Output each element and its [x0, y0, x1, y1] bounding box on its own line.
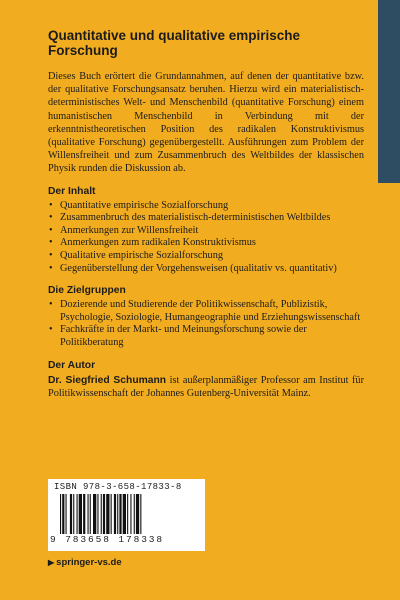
section-heading-zielgruppen: Die Zielgruppen — [48, 285, 126, 297]
inhalt-list — [48, 200, 364, 276]
list-item: • Zusammenbruch des materialistisch-deterministischen Weltbildes — [48, 212, 364, 225]
barcode-bar — [77, 494, 78, 534]
intro-paragraph: Dieses Buch erörtert die Grundannahmen, auf denen der quantitative bzw. der qualitative Forschungsansatz beruhen. Hierzu wird ein materialistisch-deterministisches Welt- und Menschenbild (quantitative Forschung) einem humanistischen Menschenbild in Verbindung mit der erkenntnistheoretischen Position des radikalen Konstruktivismus (qualitative Forschung) gegenübergestellt. Ausführungen zum Problem der Willensfreiheit und zum Zusammenbruch des Weltbildes der klassischen Physik runden die Diskussion ab. — [48, 71, 364, 175]
author-bio: ist außerplanmäßiger Professor am Institut für Politikwissenschaft der Johannes Gutenberg-Universität Mainz. — [48, 374, 364, 399]
zielgruppen-list — [48, 299, 364, 349]
triangle-right-icon: ▶ — [48, 558, 55, 567]
section-heading-inhalt: Der Inhalt — [48, 185, 96, 197]
back-cover-text — [48, 70, 364, 400]
barcode-bar — [93, 494, 96, 534]
barcode-bar — [66, 494, 67, 534]
barcode-bar — [117, 494, 118, 534]
barcode-bar — [88, 494, 89, 534]
barcode-bar — [62, 494, 64, 534]
isbn-label: ISBN 978-3-658-17833-8 — [54, 482, 182, 492]
website-text: springer-vs.de — [56, 557, 122, 568]
section-heading-autor: Der Autor — [48, 359, 96, 371]
barcode-bar — [60, 494, 61, 534]
list-item: • Qualitative empirische Sozialforschung — [48, 250, 364, 263]
list-item: • Anmerkungen zur Willensfreiheit — [48, 225, 364, 238]
author-paragraph — [48, 374, 364, 400]
barcode-bar — [130, 494, 131, 534]
list-item: • Dozierende und Studierende der Politikwissenschaft, Publizistik, Psychologie, Soziologie, Humangeographie und Erziehungswissenschaft — [48, 299, 364, 324]
barcode-digits: 9 783658 178338 — [50, 534, 165, 545]
barcode-icon — [60, 494, 194, 534]
barcode-bar — [114, 494, 116, 534]
barcode-bar — [134, 494, 135, 534]
barcode-bar — [136, 494, 139, 534]
barcode-bar — [79, 494, 82, 534]
list-item: • Anmerkungen zum radikalen Konstruktivismus — [48, 237, 364, 250]
barcode-bar — [101, 494, 102, 534]
list-item: • Fachkräfte in der Markt- und Meinungsforschung sowie der Politikberatung — [48, 324, 364, 349]
barcode-bar — [127, 494, 128, 534]
list-item: • Gegenüberstellung der Vorgehensweisen (qualitativ vs. quantitativ) — [48, 263, 364, 276]
publisher-website[interactable] — [48, 557, 122, 568]
list-item: • Quantitative empirische Sozialforschung — [48, 200, 364, 213]
barcode-bar — [97, 494, 98, 534]
barcode-bar — [140, 494, 141, 534]
barcode-bar — [106, 494, 109, 534]
barcode-bar — [103, 494, 105, 534]
author-name: Dr. Siegfried Schumann — [48, 374, 167, 386]
barcode-bar — [70, 494, 72, 534]
barcode-bar — [83, 494, 85, 534]
barcode-bar — [90, 494, 91, 534]
barcode-bar — [111, 494, 112, 534]
book-title: Quantitative und qualitative empirische Forschung — [48, 28, 301, 58]
barcode-box — [48, 479, 205, 551]
spine-color-strip — [378, 0, 400, 183]
barcode-bar — [123, 494, 126, 534]
barcode-bar — [73, 494, 74, 534]
barcode-bar — [119, 494, 121, 534]
